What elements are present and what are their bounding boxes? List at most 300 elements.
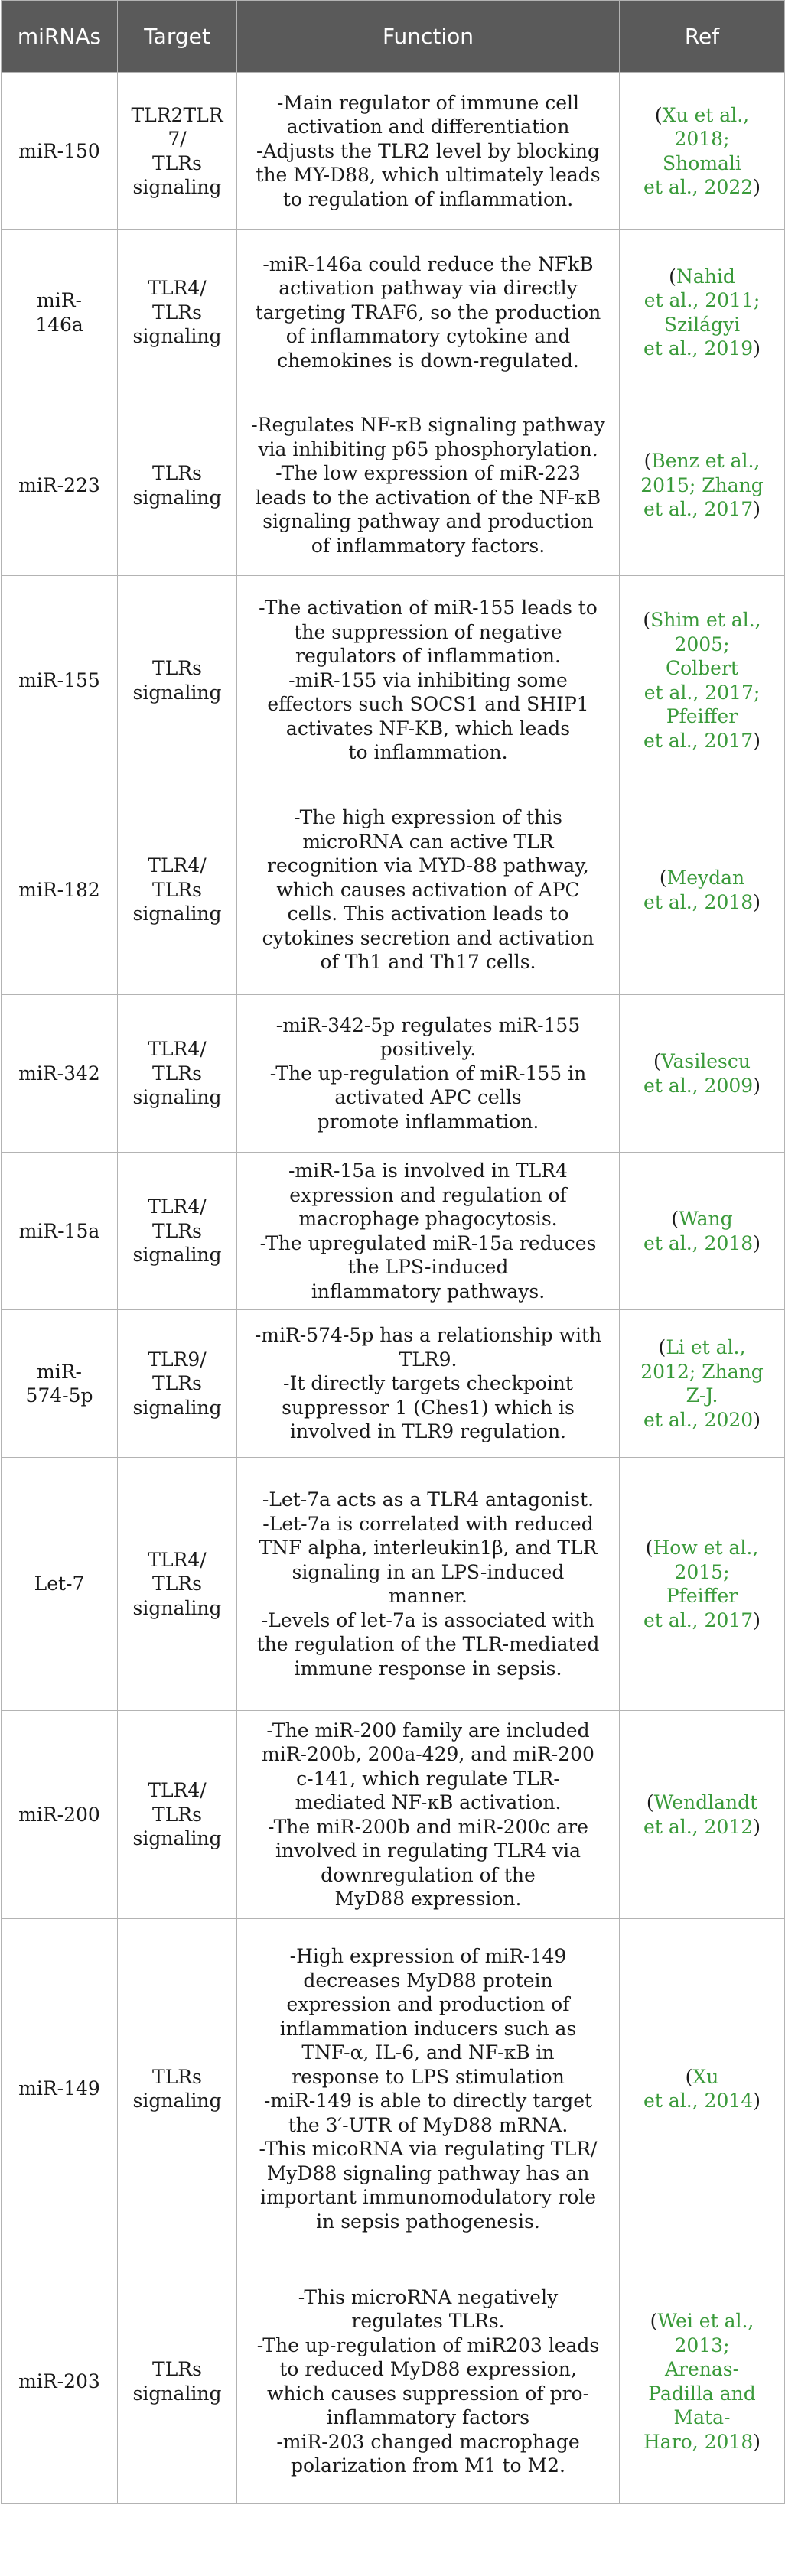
cell-line: miR-200	[18, 1803, 100, 1826]
cell-line: -High expression of miR-149	[289, 1945, 567, 1967]
ref-line	[629, 2382, 775, 2406]
ref-cell	[620, 576, 785, 785]
ref-link[interactable]: et al., 2017	[643, 498, 754, 521]
table-row	[2, 1310, 785, 1458]
close-paren: )	[753, 1608, 761, 1631]
cell-line: signaling	[132, 681, 222, 704]
cell-line: mediated NF-κB activation.	[295, 1791, 562, 1813]
cell-line: -Regulates NF-κB signaling pathway	[251, 414, 605, 436]
ref-link[interactable]: Arenas-	[664, 2358, 740, 2380]
ref-link[interactable]: Wei et al.,	[657, 2310, 754, 2332]
cell-line: TLR9.	[399, 1348, 458, 1371]
cell-line: the LPS-induced	[347, 1256, 509, 1278]
mirna-cell	[2, 1711, 118, 1919]
mirna-cell	[2, 1919, 118, 2259]
ref-line	[629, 1335, 775, 1360]
cell-line: involved in TLR9 regulation.	[289, 1420, 567, 1443]
cell-line: miR-155	[18, 668, 100, 691]
ref-line	[629, 337, 775, 361]
ref-link[interactable]: et al., 2020	[643, 1408, 754, 1431]
target-cell	[118, 1711, 237, 1919]
cell-line: signaling	[132, 2382, 222, 2405]
cell-line: miR-200b, 200a-429, and miR-200	[262, 1743, 594, 1765]
cell-line: inflammation inducers such as	[279, 2017, 577, 2040]
ref-link[interactable]: Wang	[679, 1208, 733, 1230]
cell-line: TLRs	[152, 1573, 202, 1595]
cell-line: -Main regulator of immune cell	[276, 91, 580, 114]
ref-link[interactable]: et al., 2017;	[643, 681, 761, 704]
ref-line	[629, 1231, 775, 1256]
cell-line: leads to the activation of the NF-κB	[255, 486, 601, 509]
cell-line: involved in regulating TLR4 via	[275, 1839, 581, 1862]
ref-link[interactable]: Meydan	[666, 867, 745, 889]
cell-line: miR-15a	[18, 1219, 100, 1242]
cell-line: the MY-D88, which ultimately leads	[256, 164, 601, 187]
cell-line: cytokines secretion and activation	[262, 926, 594, 949]
mirna-cell	[2, 576, 118, 785]
cell-line: miR-	[37, 1360, 82, 1383]
cell-line: signaling in an LPS-induced	[292, 1560, 565, 1583]
cell-line: -miR-149 is able to directly target	[263, 2090, 593, 2112]
cell-line: of inflammatory factors.	[311, 534, 546, 557]
function-cell	[237, 1919, 620, 2259]
mirna-cell	[2, 395, 118, 576]
cell-line: miR-149	[18, 2077, 100, 2100]
ref-line	[629, 1608, 775, 1633]
cell-line: expression and regulation of	[289, 1183, 567, 1206]
cell-line: -This micoRNA via regulating TLR/	[259, 2138, 598, 2160]
target-cell	[118, 1458, 237, 1711]
ref-link[interactable]: et al., 2012	[643, 1815, 754, 1838]
ref-cell	[620, 1711, 785, 1919]
ref-cell	[620, 1310, 785, 1458]
cell-line: signaling	[132, 2090, 222, 2112]
ref-line	[629, 866, 775, 890]
ref-line	[629, 608, 775, 633]
ref-link[interactable]: 2013;	[674, 2334, 730, 2356]
ref-link[interactable]: Nahid	[676, 265, 735, 288]
close-paren: )	[753, 1815, 761, 1838]
ref-link[interactable]: et al., 2009	[643, 1074, 754, 1097]
mirna-cell	[2, 1153, 118, 1310]
ref-line	[629, 473, 775, 498]
cell-line: which causes suppression of pro-	[266, 2382, 590, 2405]
ref-link[interactable]: How et al.,	[653, 1537, 759, 1559]
cell-line: TLRs	[152, 1219, 202, 1242]
ref-link[interactable]: Wendlandt	[653, 1791, 758, 1813]
cell-line: Let-7	[34, 1573, 85, 1595]
ref-line	[629, 1360, 775, 1384]
cell-line: inflammatory pathways.	[311, 1280, 546, 1303]
ref-line	[629, 890, 775, 915]
table-body	[2, 73, 785, 2504]
cell-line: cells. This activation leads to	[287, 903, 569, 925]
ref-cell	[620, 1919, 785, 2259]
cell-line: MyD88 signaling pathway has an	[266, 2161, 590, 2184]
ref-link[interactable]: Shomali	[663, 151, 741, 174]
cell-line: signaling	[132, 1596, 222, 1619]
ref-line	[629, 1049, 775, 1074]
cell-line: 574-5p	[25, 1384, 93, 1407]
cell-line: TLRs	[152, 1372, 202, 1395]
cell-line: decreases MyD88 protein	[303, 1969, 553, 1992]
ref-line	[629, 2357, 775, 2382]
cell-line: -Let-7a is correlated with reduced	[262, 1512, 594, 1535]
mirna-cell	[2, 230, 118, 395]
cell-line: -The miR-200 family are included	[266, 1719, 590, 1742]
ref-line	[629, 2405, 775, 2430]
cell-line: to reduced MyD88 expression,	[279, 2358, 577, 2380]
target-cell	[118, 230, 237, 395]
cell-line: regulates TLRs.	[351, 2310, 505, 2332]
function-cell	[237, 995, 620, 1153]
function-cell	[237, 785, 620, 995]
close-paren: )	[753, 1074, 761, 1097]
cell-line: miR-182	[18, 878, 100, 901]
function-cell	[237, 1153, 620, 1310]
cell-line: TLRs	[152, 2065, 202, 2088]
cell-line: polarization from M1 to M2.	[291, 2454, 565, 2477]
ref-link[interactable]: 2005;	[674, 633, 730, 655]
cell-line: signaling	[132, 1086, 222, 1109]
function-cell	[237, 576, 620, 785]
close-paren: )	[753, 2430, 761, 2453]
open-paren: (	[654, 103, 663, 126]
open-paren: (	[653, 1050, 661, 1072]
cell-line: signaling	[132, 176, 222, 198]
ref-link[interactable]: Haro, 2018	[643, 2430, 754, 2453]
target-cell	[118, 395, 237, 576]
cell-line: important immunomodulatory role	[259, 2186, 597, 2208]
ref-link[interactable]: 2018;	[674, 128, 730, 150]
ref-link[interactable]: et al., 2019	[643, 337, 754, 359]
target-cell	[118, 785, 237, 995]
table-row	[2, 1711, 785, 1919]
ref-line	[629, 313, 775, 337]
cell-line: -Levels of let-7a is associated with	[261, 1608, 595, 1631]
open-paren: (	[650, 2310, 658, 2332]
open-paren: (	[645, 1537, 653, 1559]
open-paren: (	[646, 1791, 654, 1813]
ref-line	[629, 103, 775, 128]
ref-line	[629, 1815, 775, 1839]
ref-line	[629, 1384, 775, 1408]
cell-line: activation and differentiation	[286, 115, 570, 138]
mirna-cell	[2, 2259, 118, 2504]
ref-line	[629, 497, 775, 522]
ref-line	[629, 1074, 775, 1098]
cell-line: 146a	[35, 313, 83, 336]
ref-line	[629, 1584, 775, 1608]
table-row	[2, 230, 785, 395]
cell-line: downregulation of the	[321, 1863, 536, 1886]
ref-line	[629, 151, 775, 176]
cell-line: immune response in sepsis.	[294, 1657, 562, 1680]
cell-line: -The up-regulation of miR203 leads	[256, 2334, 600, 2356]
ref-link[interactable]: et al., 2017	[643, 1608, 754, 1631]
ref-line	[629, 175, 775, 200]
cell-line: manner.	[389, 1585, 467, 1607]
ref-link[interactable]: et al., 2022	[643, 176, 754, 198]
cell-line: -The miR-200b and miR-200c are	[268, 1815, 588, 1838]
open-paren: (	[659, 867, 667, 889]
open-paren: (	[658, 1336, 666, 1358]
cell-line: signaling	[132, 1827, 222, 1850]
cell-line: -The up-regulation of miR-155 in	[269, 1062, 587, 1085]
cell-line: effectors such SOCS1 and SHIP1	[267, 693, 589, 716]
cell-line: -This microRNA negatively	[298, 2285, 559, 2308]
header-function: Function	[237, 1, 620, 73]
open-paren: (	[643, 609, 651, 631]
ref-line	[629, 288, 775, 313]
cell-line: TLR9/	[148, 1348, 207, 1371]
cell-line: TLR4/	[148, 1195, 207, 1218]
cell-line: activates NF-KB, which leads	[285, 717, 571, 740]
target-cell	[118, 1153, 237, 1310]
ref-cell	[620, 73, 785, 230]
cell-line: -The low expression of miR-223	[275, 462, 581, 484]
ref-link[interactable]: et al., 2014	[643, 2090, 754, 2112]
ref-link[interactable]: Z-J.	[686, 1384, 718, 1407]
cell-line: miR-342	[18, 1062, 100, 1085]
cell-line: TLR4/	[148, 1548, 207, 1571]
cell-line: miR-203	[18, 2369, 100, 2392]
cell-line: signaling	[132, 325, 222, 348]
ref-link[interactable]: Benz et al.,	[651, 450, 761, 473]
ref-line	[629, 127, 775, 151]
mirna-cell	[2, 1458, 118, 1711]
cell-line: -miR-146a could reduce the NFkB	[262, 252, 594, 275]
cell-line: response to LPS stimulation	[292, 2065, 565, 2088]
close-paren: )	[753, 729, 761, 752]
table-row	[2, 995, 785, 1153]
cell-line: promote inflammation.	[317, 1110, 539, 1133]
ref-link[interactable]: et al., 2011;	[643, 289, 761, 311]
mirna-cell	[2, 785, 118, 995]
ref-link[interactable]: 2015;	[674, 1560, 730, 1583]
cell-line: -miR-15a is involved in TLR4	[288, 1160, 568, 1182]
cell-line: signaling	[132, 486, 222, 509]
cell-line: -miR-574-5p has a relationship with	[254, 1324, 602, 1347]
cell-line: inflammatory factors	[326, 2406, 530, 2428]
ref-link[interactable]: et al., 2018	[643, 1231, 754, 1254]
target-cell	[118, 73, 237, 230]
ref-cell	[620, 1153, 785, 1310]
cell-line: miR-223	[18, 473, 100, 496]
ref-cell	[620, 2259, 785, 2504]
cell-line: in sepsis pathogenesis.	[316, 2210, 540, 2233]
cell-line: -miR-155 via inhibiting some	[288, 668, 568, 691]
ref-link[interactable]: Xu et al.,	[662, 103, 750, 126]
cell-line: TNF alpha, interleukin1β, and TLR	[259, 1537, 598, 1559]
cell-line: via inhibiting p65 phosphorylation.	[258, 437, 598, 460]
cell-line: the regulation of the TLR-mediated	[256, 1633, 600, 1655]
close-paren: )	[753, 337, 761, 359]
ref-link[interactable]: Shim et al.,	[650, 609, 761, 631]
table-row	[2, 785, 785, 995]
ref-line	[629, 656, 775, 681]
cell-line: macrophage phagocytosis.	[298, 1208, 558, 1230]
table-row	[2, 1919, 785, 2259]
cell-line: of Th1 and Th17 cells.	[320, 951, 536, 974]
cell-line: -The high expression of this	[294, 806, 562, 829]
cell-line: -The upregulated miR-15a reduces	[259, 1231, 597, 1254]
close-paren: )	[753, 176, 761, 198]
cell-line: TLRs	[152, 462, 202, 484]
table-row	[2, 2259, 785, 2504]
function-cell	[237, 1711, 620, 1919]
table-row	[2, 1458, 785, 1711]
cell-line: -Let-7a acts as a TLR4 antagonist.	[262, 1488, 594, 1511]
cell-line: which causes activation of APC	[276, 878, 580, 901]
header-row	[2, 1, 785, 73]
ref-line	[629, 2309, 775, 2334]
cell-line: signaling	[132, 1396, 222, 1419]
ref-link[interactable]: Pfeiffer	[666, 705, 738, 727]
cell-line: of inflammatory cytokine and	[285, 325, 571, 348]
cell-line: signaling pathway and production	[262, 510, 594, 532]
open-paren: (	[685, 2065, 693, 2088]
target-cell	[118, 1310, 237, 1458]
cell-line: TLRs	[152, 301, 202, 324]
ref-link[interactable]: 2015; Zhang	[640, 473, 764, 496]
header-target: Target	[118, 1, 237, 73]
ref-cell	[620, 395, 785, 576]
target-cell	[118, 1919, 237, 2259]
table-row	[2, 1153, 785, 1310]
cell-line: suppressor 1 (Ches1) which is	[282, 1396, 575, 1419]
ref-link[interactable]: Li et al.,	[666, 1336, 746, 1358]
mirna-cell	[2, 995, 118, 1153]
target-cell	[118, 995, 237, 1153]
header-ref: Ref	[620, 1, 785, 73]
ref-line	[629, 633, 775, 657]
ref-link[interactable]: et al., 2018	[643, 890, 754, 913]
function-cell	[237, 230, 620, 395]
ref-line	[629, 1207, 775, 1231]
mirna-table	[1, 0, 785, 2504]
ref-line	[629, 729, 775, 753]
cell-line: TLRs	[152, 151, 202, 174]
ref-line	[629, 1560, 775, 1585]
table-row	[2, 395, 785, 576]
cell-line: -Adjusts the TLR2 level by blocking	[256, 139, 600, 162]
cell-line: TLR2TLR7/	[131, 103, 223, 150]
cell-line: positively.	[379, 1038, 477, 1061]
cell-line: to regulation of inflammation.	[282, 187, 574, 210]
ref-link[interactable]: Szilágyi	[663, 313, 741, 336]
target-cell	[118, 576, 237, 785]
close-paren: )	[753, 1231, 761, 1254]
ref-line	[629, 2089, 775, 2113]
cell-line: TLR4/	[148, 1779, 207, 1802]
cell-line: regulators of inflammation.	[295, 645, 561, 668]
cell-line: targeting TRAF6, so the production	[255, 301, 601, 324]
open-paren: (	[643, 450, 652, 473]
cell-line: -The activation of miR-155 leads to	[259, 597, 598, 620]
cell-line: -miR-203 changed macrophage	[276, 2430, 580, 2453]
ref-link[interactable]: Colbert	[666, 657, 738, 679]
cell-line: chemokines is down-regulated.	[277, 349, 579, 372]
cell-line: TLRs	[152, 1803, 202, 1826]
cell-line: TLRs	[152, 1062, 202, 1085]
ref-link[interactable]: 2012; Zhang	[640, 1360, 764, 1383]
cell-line: expression and production of	[286, 1993, 570, 2015]
cell-line: TLR4/	[148, 854, 207, 877]
open-paren: (	[671, 1208, 679, 1230]
cell-line: microRNA can active TLR	[302, 830, 554, 853]
close-paren: )	[753, 890, 761, 913]
ref-line	[629, 1536, 775, 1560]
ref-link[interactable]: Vasilescu	[660, 1050, 751, 1072]
cell-line: activated APC cells	[334, 1086, 522, 1109]
ref-line	[629, 2430, 775, 2454]
cell-line: c-141, which regulate TLR-	[296, 1767, 560, 1790]
cell-line: TLRs	[152, 657, 202, 679]
cell-line: the 3′-UTR of MyD88 mRNA.	[288, 2113, 568, 2136]
function-cell	[237, 2259, 620, 2504]
cell-line: signaling	[132, 1244, 222, 1267]
ref-line	[629, 681, 775, 705]
open-paren: (	[669, 265, 676, 288]
ref-link[interactable]: Mata-	[673, 2406, 731, 2428]
function-cell	[237, 73, 620, 230]
cell-line: TLR4/	[148, 277, 207, 300]
cell-line: TNF-α, IL-6, and NF-κB in	[301, 2041, 555, 2064]
function-cell	[237, 1310, 620, 1458]
cell-line: TLRs	[152, 878, 202, 901]
ref-cell	[620, 1458, 785, 1711]
ref-link[interactable]: Padilla and	[648, 2382, 756, 2405]
function-cell	[237, 1458, 620, 1711]
ref-cell	[620, 995, 785, 1153]
cell-line: miR-	[37, 289, 82, 311]
cell-line: the suppression of negative	[294, 620, 562, 643]
cell-line: signaling	[132, 903, 222, 925]
cell-line: recognition via MYD-88 pathway,	[267, 854, 589, 877]
mirna-cell	[2, 1310, 118, 1458]
ref-line	[629, 704, 775, 729]
cell-line: to inflammation.	[348, 741, 508, 764]
header-mirnas: miRNAs	[2, 1, 118, 73]
ref-cell	[620, 785, 785, 995]
cell-line: -miR-342-5p regulates miR-155	[275, 1013, 581, 1036]
ref-line	[629, 1408, 775, 1433]
table-row	[2, 73, 785, 230]
mirna-cell	[2, 73, 118, 230]
close-paren: )	[753, 1408, 761, 1431]
cell-line: miR-150	[18, 139, 100, 162]
ref-line	[629, 449, 775, 473]
ref-line	[629, 1791, 775, 1815]
function-cell	[237, 395, 620, 576]
cell-line: -It directly targets checkpoint	[283, 1372, 573, 1395]
ref-link[interactable]: Pfeiffer	[666, 1585, 738, 1607]
cell-line: MyD88 expression.	[334, 1888, 522, 1910]
ref-line	[629, 2334, 775, 2358]
table-row	[2, 576, 785, 785]
close-paren: )	[753, 498, 761, 521]
cell-line: TLR4/	[148, 1038, 207, 1061]
cell-line: activation pathway via directly	[278, 277, 578, 300]
ref-link[interactable]: Xu	[692, 2065, 719, 2088]
ref-line	[629, 265, 775, 289]
ref-link[interactable]: et al., 2017	[643, 729, 754, 752]
cell-line: TLRs	[152, 2358, 202, 2380]
close-paren: )	[753, 2090, 761, 2112]
target-cell	[118, 2259, 237, 2504]
ref-cell	[620, 230, 785, 395]
